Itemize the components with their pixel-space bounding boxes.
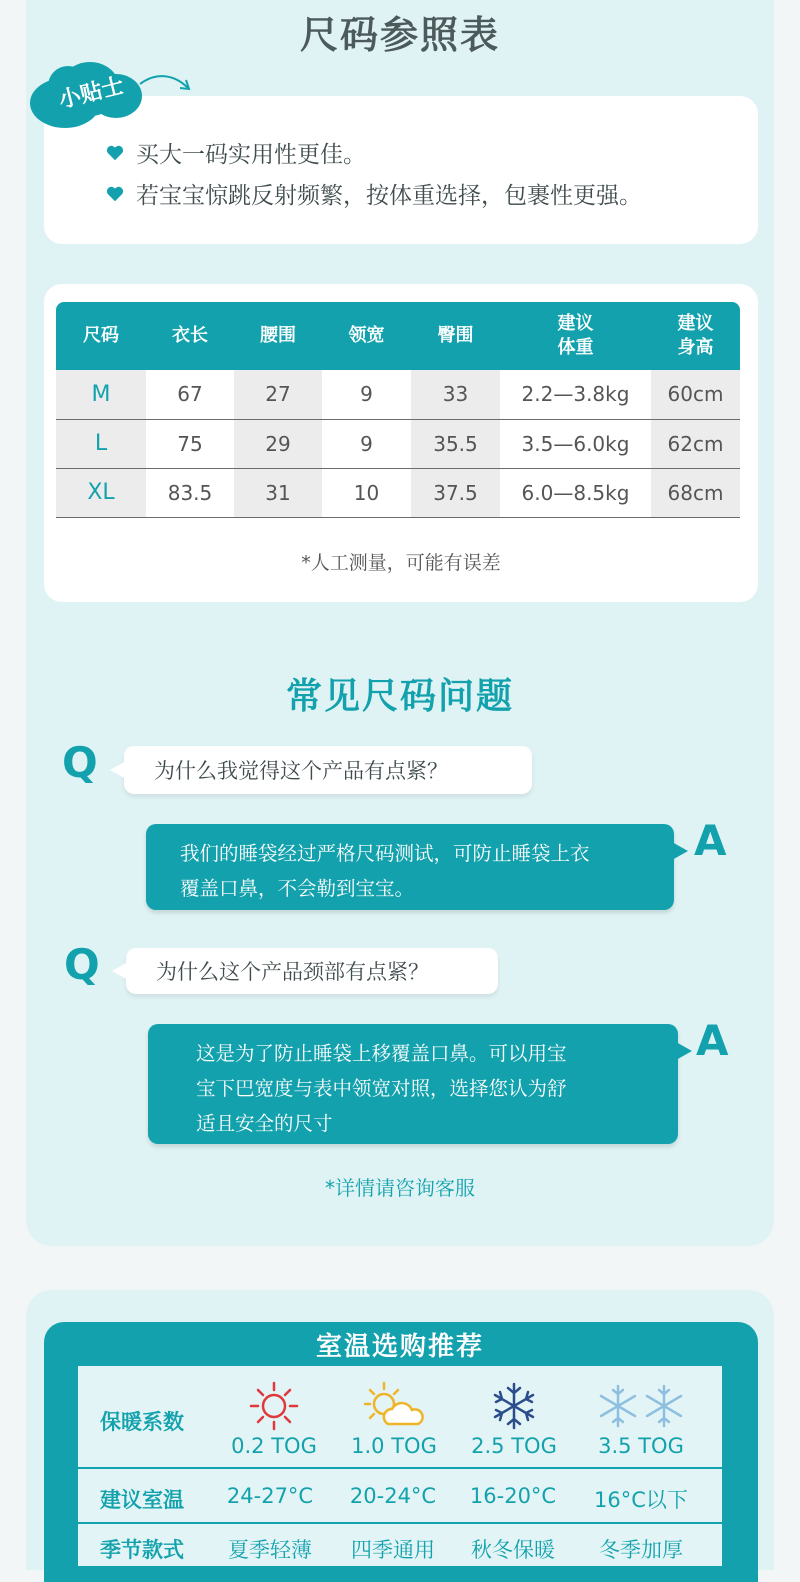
table-row [56, 468, 740, 517]
temp-value: 20-24°C [349, 1484, 437, 1508]
header-size: 尺码 [56, 302, 146, 370]
customer-service-note: *详情请咨询客服 [325, 1176, 475, 1200]
table-cell: 6.0—8.5kg [500, 468, 651, 517]
header-height: 建议 身高 [651, 302, 740, 370]
table-cell: L [56, 419, 146, 468]
table-cell: 9 [322, 419, 411, 468]
table-cell: 75 [146, 419, 234, 468]
table-cell: 67 [146, 370, 234, 419]
table-row [56, 370, 740, 419]
tog-value: 1.0 TOG [351, 1434, 437, 1458]
table-cell: 9 [322, 370, 411, 419]
measurement-note: *人工测量，可能有误差 [301, 552, 501, 574]
season-value: 四季通用 [351, 1538, 435, 1562]
question-bubble: 为什么这个产品颈部有点紧？ [126, 948, 498, 994]
header-hip: 臀围 [411, 302, 500, 370]
table-cell: 29 [234, 419, 322, 468]
answer-line: 覆盖口鼻，不会勒到宝宝。 [180, 877, 415, 900]
answer-mark-label: A [696, 1016, 729, 1065]
answer-line: 这是为了防止睡袋上移覆盖口鼻。可以用宝 [196, 1042, 567, 1065]
answer-line: 适且安全的尺寸 [196, 1112, 333, 1135]
curved-arrow-icon [136, 66, 196, 106]
table-cell: 33 [411, 370, 500, 419]
answer-line: 宝下巴宽度与表中领宽对照，选择您认为舒 [196, 1077, 567, 1100]
header-length: 衣长 [146, 302, 234, 370]
tog-value: 3.5 TOG [598, 1434, 684, 1458]
size-chart-title: 尺码参照表 [299, 13, 500, 57]
snowflake-icon [488, 1380, 540, 1432]
room-temp-title: 室温选购推荐 [315, 1332, 484, 1362]
temp-label: 建议室温 [100, 1488, 184, 1512]
double-snowflake-icon [596, 1380, 688, 1432]
table-cell: 2.2—3.8kg [500, 370, 651, 419]
table-cell: M [56, 370, 146, 419]
table-cell: 10 [322, 468, 411, 517]
header-neck: 领宽 [322, 302, 411, 370]
table-cell: 60cm [651, 370, 740, 419]
temp-value: 24-27°C [226, 1484, 314, 1508]
table-cell: 37.5 [411, 468, 500, 517]
question-mark-label: Q [62, 738, 98, 787]
sun-icon [248, 1380, 300, 1432]
sun-cloud-icon [362, 1380, 426, 1432]
heart-bullet-icon [106, 144, 124, 162]
season-value: 冬季加厚 [599, 1538, 683, 1562]
tog-value: 0.2 TOG [231, 1434, 317, 1458]
tip-item [106, 136, 366, 169]
season-label: 季节款式 [100, 1538, 184, 1562]
answer-bubble [146, 824, 674, 910]
tip-item [106, 177, 642, 210]
table-header-row [56, 302, 740, 370]
row-divider [78, 1467, 722, 1469]
size-table [56, 302, 740, 518]
temp-value: 16°C以下 [594, 1488, 688, 1512]
tip-text: 买大一码实用性更佳。 [136, 142, 366, 168]
row-divider [78, 1522, 722, 1524]
answer-line: 我们的睡袋经过严格尺码测试，可防止睡袋上衣 [180, 842, 590, 865]
header-weight: 建议 体重 [500, 302, 651, 370]
tog-value: 2.5 TOG [471, 1434, 557, 1458]
table-cell: 27 [234, 370, 322, 419]
header-waist: 腰围 [234, 302, 322, 370]
tips-badge-label: 小贴士 [56, 73, 127, 114]
table-cell: 3.5—6.0kg [500, 419, 651, 468]
table-row [56, 419, 740, 468]
table-cell: XL [56, 468, 146, 517]
tips-badge [30, 60, 142, 128]
table-cell: 83.5 [146, 468, 234, 517]
table-cell: 68cm [651, 468, 740, 517]
tog-label: 保暖系数 [100, 1410, 184, 1434]
season-value: 秋冬保暖 [471, 1538, 555, 1562]
table-cell: 62cm [651, 419, 740, 468]
table-cell: 35.5 [411, 419, 500, 468]
table-cell: 31 [234, 468, 322, 517]
heart-bullet-icon [106, 185, 124, 203]
tip-text: 若宝宝惊跳反射频繁，按体重选择，包裹性更强。 [136, 183, 642, 209]
answer-bubble [148, 1024, 678, 1144]
answer-mark-label: A [694, 816, 727, 865]
season-value: 夏季轻薄 [228, 1538, 312, 1562]
question-mark-label: Q [64, 940, 100, 989]
tips-card [44, 96, 758, 244]
temp-value: 16-20°C [469, 1484, 557, 1508]
faq-title: 常见尺码问题 [285, 676, 514, 717]
question-bubble: 为什么我觉得这个产品有点紧？ [124, 746, 532, 794]
